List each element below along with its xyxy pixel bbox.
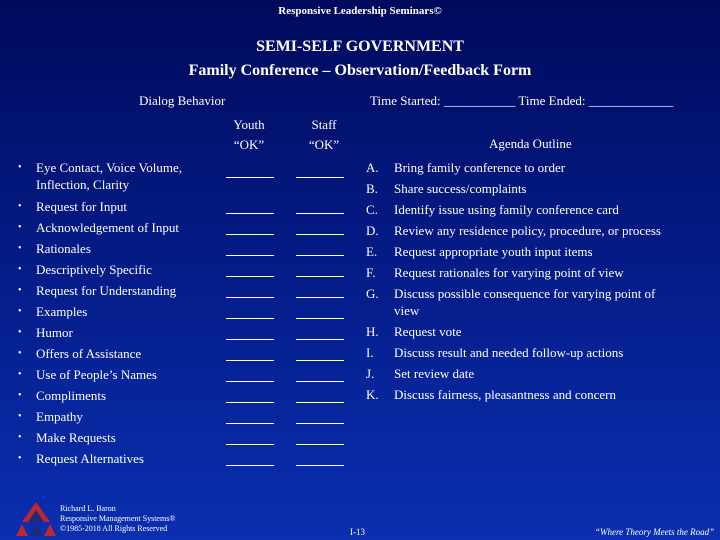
form-subtitle: Family Conference – Observation/Feedback Form xyxy=(188,62,532,79)
agenda-letter: K. xyxy=(366,387,379,402)
staff-ok-label: “OK” xyxy=(308,137,340,152)
page-number: I-13 xyxy=(350,527,365,537)
agenda-item: Share success/complaints xyxy=(394,181,527,196)
agenda-letter: E. xyxy=(366,244,378,259)
agenda-item: Review any residence policy, procedure, or process xyxy=(394,223,661,238)
youth-check-blank[interactable] xyxy=(226,318,274,319)
time-started-ended: Time Started: ___________ Time Ended: _____________ xyxy=(370,93,674,108)
bullet-icon: • xyxy=(18,390,22,401)
bullet-icon: • xyxy=(18,162,22,173)
youth-column-header xyxy=(214,115,284,155)
youth-check-blank[interactable] xyxy=(226,423,274,424)
bullet-icon: • xyxy=(18,432,22,443)
behavior-label: Request Alternatives xyxy=(36,451,144,466)
agenda-item: Request vote xyxy=(394,324,462,339)
bullet-icon: • xyxy=(18,222,22,233)
youth-check-blank[interactable] xyxy=(226,234,274,235)
behavior-label: Make Requests xyxy=(36,430,116,445)
behavior-label: Compliments xyxy=(36,388,107,403)
youth-check-blank[interactable] xyxy=(226,402,274,403)
behavior-label: Acknowledgement of Input xyxy=(36,220,179,235)
agenda-letter: D. xyxy=(366,223,379,238)
bullet-icon: • xyxy=(18,264,22,275)
copyright: ©1985-2018 All Rights Reserved xyxy=(60,524,168,533)
staff-check-blank[interactable] xyxy=(296,465,344,466)
youth-check-blank[interactable] xyxy=(226,255,274,256)
footer-slogan: “Where Theory Meets the Road” xyxy=(595,527,715,537)
behavior-label: Request for Input xyxy=(36,199,127,214)
form-title: SEMI-SELF GOVERNMENT xyxy=(256,38,464,55)
staff-check-blank[interactable] xyxy=(296,423,344,424)
youth-check-blank[interactable] xyxy=(226,465,274,466)
agenda-letter: J. xyxy=(366,366,375,381)
youth-ok-label: “OK” xyxy=(233,137,265,152)
staff-check-blank[interactable] xyxy=(296,276,344,277)
youth-check-blank[interactable] xyxy=(226,177,274,178)
seminar-title: Responsive Leadership Seminars© xyxy=(278,5,442,17)
agenda-letter: F. xyxy=(366,265,376,280)
agenda-letter: H. xyxy=(366,324,379,339)
agenda-letter: A. xyxy=(366,160,379,175)
youth-check-blank[interactable] xyxy=(226,213,274,214)
agenda-item: view xyxy=(394,303,420,318)
agenda-letter: C. xyxy=(366,202,378,217)
behavior-label: Examples xyxy=(36,304,88,319)
staff-check-blank[interactable] xyxy=(296,234,344,235)
staff-label: Staff xyxy=(311,117,337,132)
behavior-label: Inflection, Clarity xyxy=(36,177,130,192)
agenda-letter: I. xyxy=(366,345,374,360)
behavior-label: Descriptively Specific xyxy=(36,262,152,277)
bullet-icon: • xyxy=(18,411,22,422)
behavior-label: Humor xyxy=(36,325,73,340)
dialog-behavior-heading: Dialog Behavior xyxy=(139,93,226,108)
agenda-letter: B. xyxy=(366,181,378,196)
staff-column-header xyxy=(289,115,359,155)
agenda-letter: G. xyxy=(366,286,379,301)
youth-check-blank[interactable] xyxy=(226,339,274,340)
behavior-label: Empathy xyxy=(36,409,83,424)
youth-check-blank[interactable] xyxy=(226,444,274,445)
behavior-label: Rationales xyxy=(36,241,91,256)
company-name: Responsive Management Systems® xyxy=(60,514,176,523)
bullet-icon: • xyxy=(18,243,22,254)
bullet-icon: • xyxy=(18,201,22,212)
agenda-item: Discuss fairness, pleasantness and concern xyxy=(394,387,617,402)
bullet-icon: • xyxy=(18,369,22,380)
agenda-item: Request appropriate youth input items xyxy=(394,244,593,259)
youth-check-blank[interactable] xyxy=(226,360,274,361)
agenda-outline-heading: Agenda Outline xyxy=(489,136,572,151)
staff-check-blank[interactable] xyxy=(296,360,344,361)
author-name: Richard L. Baron xyxy=(60,504,116,513)
youth-label: Youth xyxy=(233,117,265,132)
company-logo xyxy=(16,500,56,538)
behavior-label: Request for Understanding xyxy=(36,283,177,298)
staff-check-blank[interactable] xyxy=(296,297,344,298)
agenda-item: Bring family conference to order xyxy=(394,160,566,175)
behavior-label: Offers of Assistance xyxy=(36,346,142,361)
footer-credit xyxy=(60,504,175,534)
bullet-icon: • xyxy=(18,327,22,338)
staff-check-blank[interactable] xyxy=(296,177,344,178)
youth-check-blank[interactable] xyxy=(226,276,274,277)
agenda-item: Discuss result and needed follow-up actions xyxy=(394,345,624,360)
staff-check-blank[interactable] xyxy=(296,444,344,445)
youth-check-blank[interactable] xyxy=(226,381,274,382)
bullet-icon: • xyxy=(18,348,22,359)
behavior-label: Use of People’s Names xyxy=(36,367,157,382)
bullet-icon: • xyxy=(18,285,22,296)
staff-check-blank[interactable] xyxy=(296,381,344,382)
bullet-icon: • xyxy=(18,306,22,317)
bullet-icon: • xyxy=(18,453,22,464)
staff-check-blank[interactable] xyxy=(296,255,344,256)
staff-check-blank[interactable] xyxy=(296,318,344,319)
youth-check-blank[interactable] xyxy=(226,297,274,298)
agenda-item: Discuss possible consequence for varying point of xyxy=(394,286,656,301)
staff-check-blank[interactable] xyxy=(296,402,344,403)
agenda-item: Request rationales for varying point of view xyxy=(394,265,624,280)
staff-check-blank[interactable] xyxy=(296,213,344,214)
agenda-item: Identify issue using family conference card xyxy=(394,202,619,217)
behavior-label: Eye Contact, Voice Volume, xyxy=(36,160,182,175)
agenda-item: Set review date xyxy=(394,366,475,381)
staff-check-blank[interactable] xyxy=(296,339,344,340)
